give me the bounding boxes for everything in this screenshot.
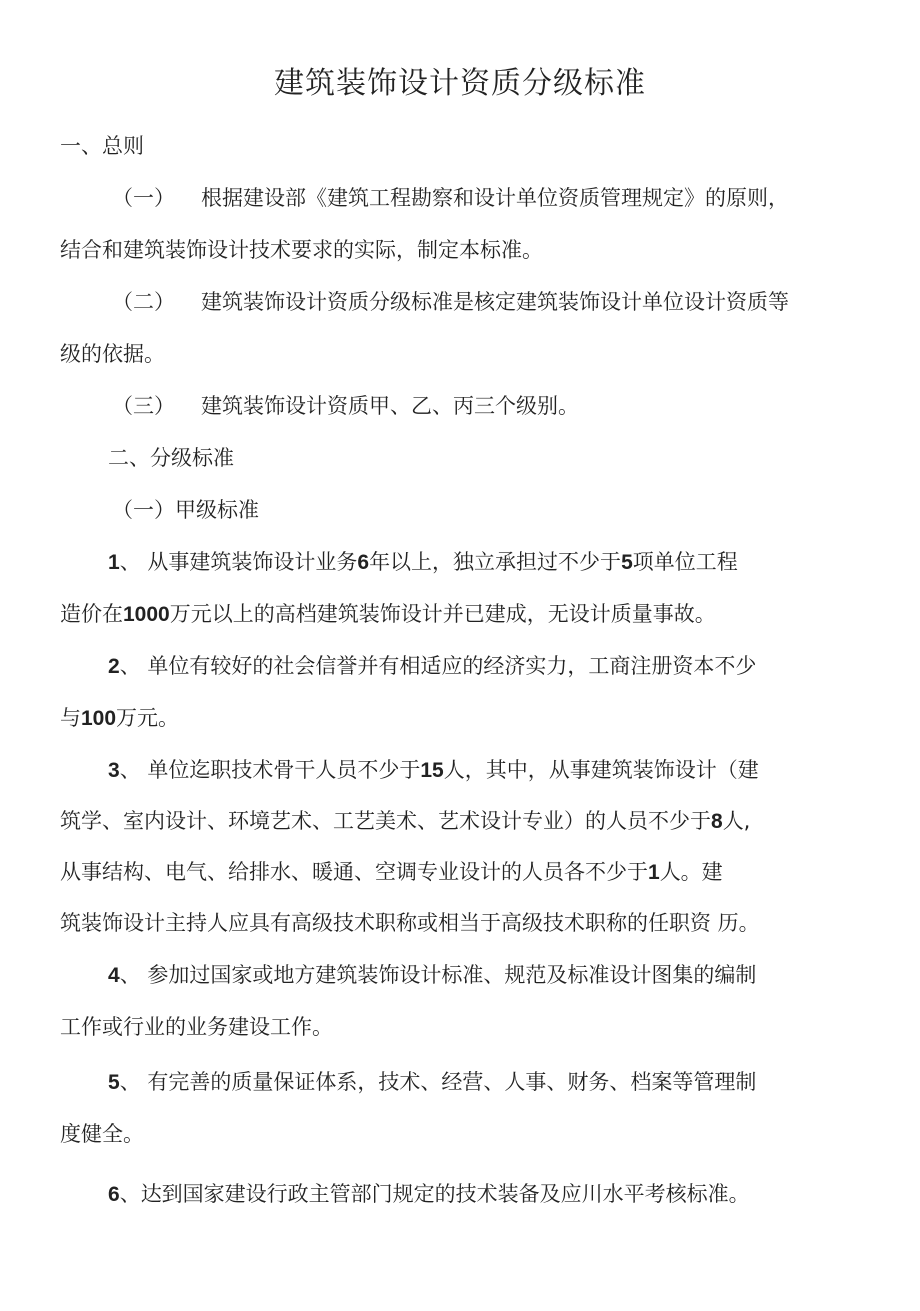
item-6-line-1 [108, 1179, 750, 1210]
paragraph-3-label: （三） [112, 394, 175, 418]
item-6-separator: 、 [119, 1182, 141, 1206]
paragraph-2-text: 建筑装饰设计资质分级标准是核定建筑装饰设计单位设计资质等 [201, 290, 789, 314]
paragraph-1-label: （一） [112, 186, 175, 210]
section-heading-grading: 二、分级标准 [108, 446, 234, 470]
item-2-line-2 [60, 703, 179, 734]
item-1-separator: 、 [119, 550, 141, 574]
item-1-project-count: 5 [621, 551, 633, 574]
item-1-text-b: 年以上，独立承担过不少于 [369, 550, 622, 574]
item-3-line-3-a: 从事结构、电气、给排水、暖通、空调专业设计的人员各不少于 [60, 860, 648, 884]
item-5-number: 5 [108, 1071, 120, 1094]
item-1-text-c: 项单位工程 [632, 550, 738, 574]
item-3-separator: 、 [119, 758, 141, 782]
item-3-line-3-b: 人。建 [659, 860, 723, 884]
item-4-text-a: 参加过国家或地方建筑装饰设计标准、规范及标准设计图集的编制 [147, 963, 757, 987]
paragraph-2-line-1 [112, 287, 789, 317]
paragraph-1-text: 根据建设部《建筑工程勘察和设计单位资质管理规定》的原则， [201, 186, 789, 210]
item-3-line-4: 筑装饰设计主持人应具有高级技术职称或相当于高级技术职称的任职资 历。 [60, 911, 760, 935]
subsection-heading-grade-a: （一）甲级标准 [112, 498, 259, 522]
paragraph-1-line-1 [112, 183, 789, 213]
item-2-line-2-a: 与 [60, 706, 81, 730]
item-3-line-2-b: 人, [722, 809, 751, 833]
item-3-engineer-count: 1 [648, 861, 660, 884]
item-3-line-2-a: 筑学、室内设计、环境艺术、工艺美术、艺术设计专业）的人员不少于 [60, 809, 711, 833]
item-4-separator: 、 [119, 963, 141, 987]
section-heading-general: 一、总则 [60, 134, 144, 158]
item-3-designer-count: 8 [711, 810, 723, 833]
item-1-years: 6 [357, 551, 370, 574]
item-2-capital: 100 [81, 707, 117, 730]
item-3-line-3 [60, 857, 723, 888]
item-3-staff-count: 15 [420, 759, 444, 782]
item-1-line-2-b: 万元以上的高档建筑装饰设计并已建成，无设计质量事故。 [169, 602, 716, 626]
item-3-line-2 [60, 806, 750, 837]
item-4-line-2: 工作或行业的业务建设工作。 [60, 1015, 333, 1039]
item-2-text-a: 单位有较好的社会信誉并有相适应的经济实力，工商注册资本不少 [147, 654, 757, 678]
item-4-number: 4 [108, 964, 120, 987]
item-3-text-b: 人，其中，从事建筑装饰设计（建 [443, 758, 759, 782]
item-3-text-a: 单位迄职技术骨干人员不少于 [147, 758, 421, 782]
item-6-number: 6 [108, 1183, 120, 1206]
item-5-separator: 、 [119, 1070, 141, 1094]
item-1-text-a: 从事建筑装饰设计业务 [147, 550, 358, 574]
paragraph-1-line-2: 结合和建筑装饰设计技术要求的实际，制定本标准。 [60, 238, 543, 262]
item-1-number: 1 [108, 551, 120, 574]
paragraph-3-text: 建筑装饰设计资质甲、乙、丙三个级别。 [201, 394, 579, 418]
item-1-line-2-a: 造价在 [60, 602, 123, 626]
item-5-line-1 [108, 1067, 756, 1098]
item-1-cost: 1000 [123, 603, 170, 626]
item-2-number: 2 [108, 655, 120, 678]
item-4-line-1 [108, 960, 756, 991]
paragraph-2-line-2: 级的依据。 [60, 342, 165, 366]
item-5-line-2: 度健全。 [60, 1122, 144, 1146]
item-1-line-2 [60, 599, 716, 630]
page-title: 建筑装饰设计资质分级标准 [274, 66, 646, 101]
item-5-text-a: 有完善的质量保证体系，技术、经营、人事、财务、档案等管理制 [147, 1070, 757, 1094]
item-6-text-a: 达到国家建设行政主管部门规定的技术装备及应川水平考核标准。 [140, 1182, 750, 1206]
item-2-line-2-b: 万元。 [116, 706, 180, 730]
paragraph-2-label: （二） [112, 290, 175, 314]
paragraph-3-line-1 [112, 391, 579, 421]
item-1-line-1 [108, 547, 738, 578]
item-2-separator: 、 [119, 654, 141, 678]
item-3-number: 3 [108, 759, 120, 782]
item-3-line-1 [108, 755, 759, 786]
item-2-line-1 [108, 651, 756, 682]
